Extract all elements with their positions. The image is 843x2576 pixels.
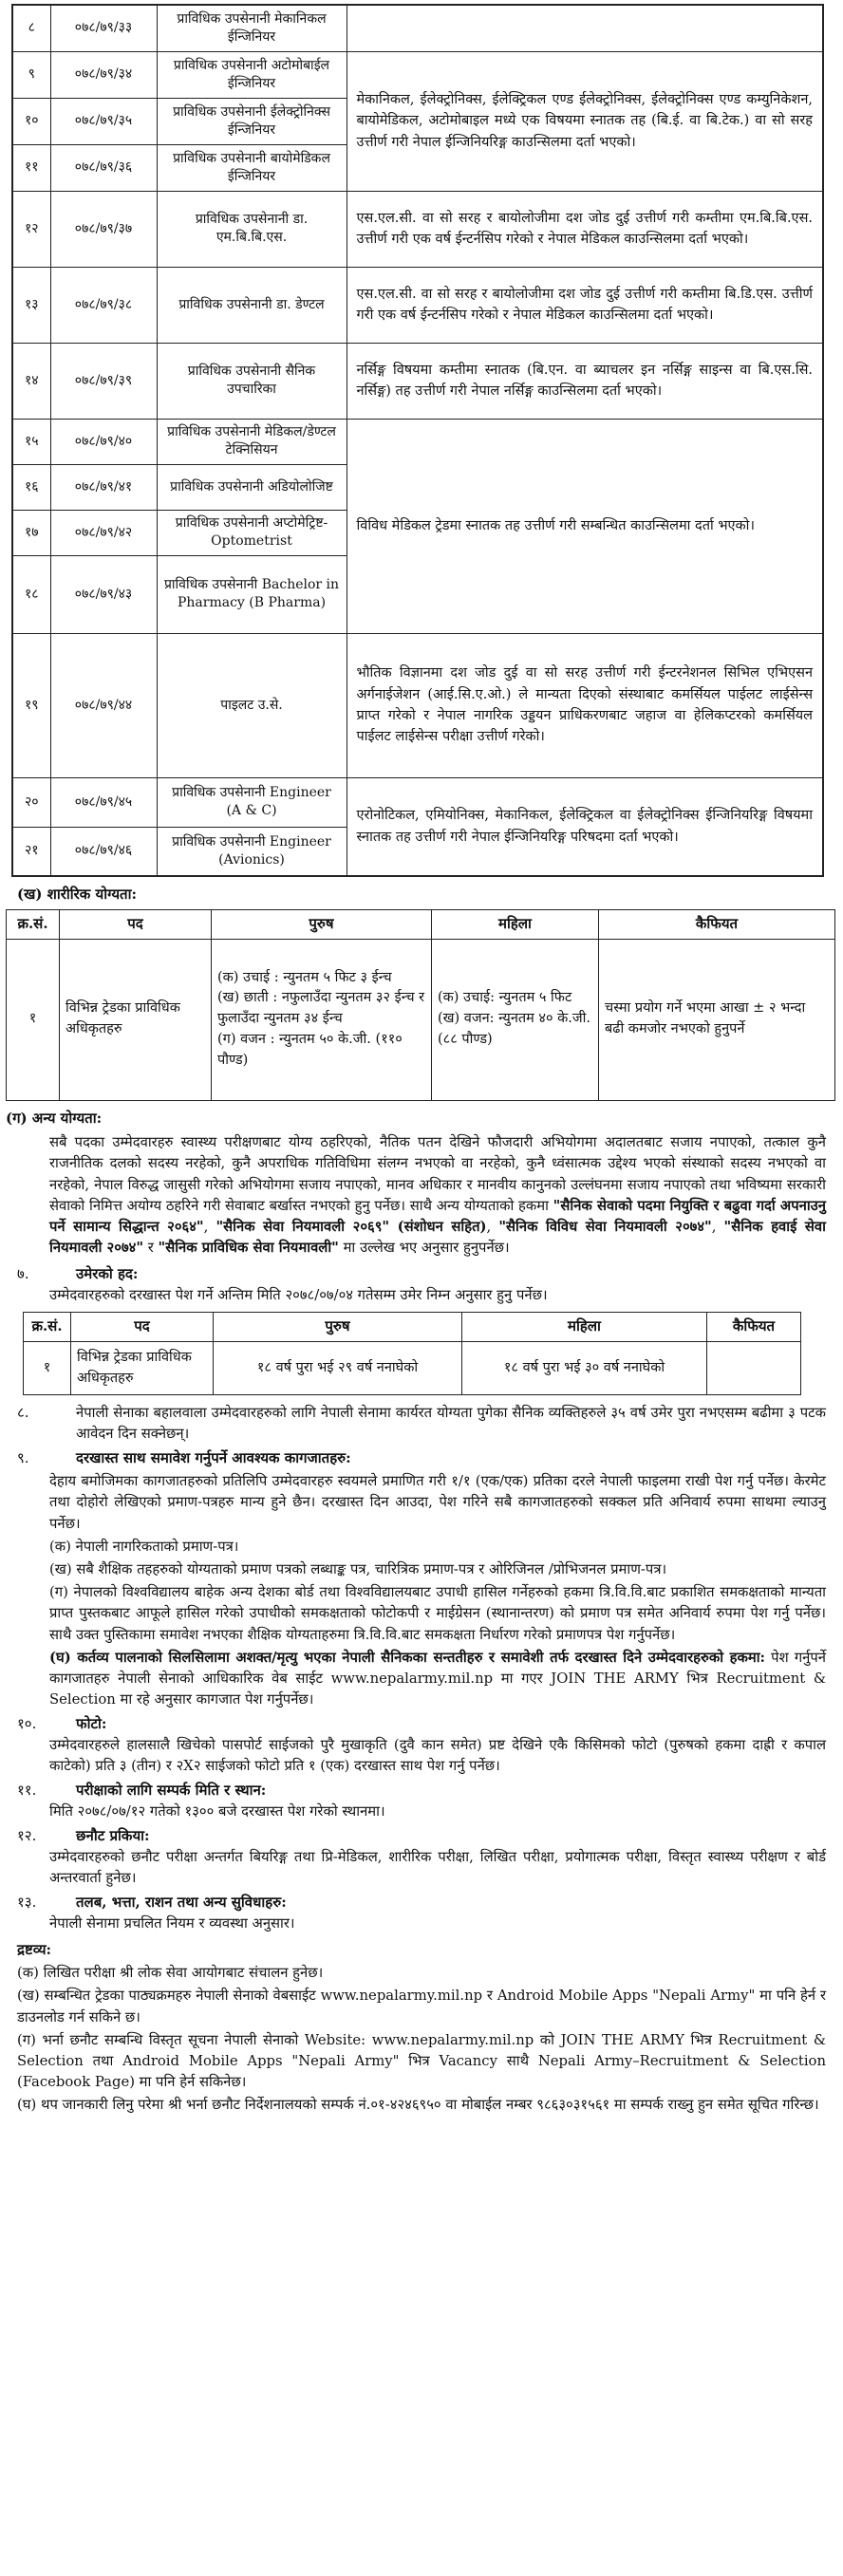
other-heading: (ग) अन्य योग्यता: bbox=[6, 1109, 103, 1127]
advertisement-code: ०७८/७९/४० bbox=[50, 419, 157, 464]
other-body bbox=[6, 1132, 837, 1259]
qualification-nursing: नर्सिङ्ग विषयमा कम्तीमा स्नातक (बि.एन. वा ब्याचलर इन नर्सिङ्ग साइन्स वा बि.एस.सि. नर्सिङ्ग) तह उत्तीर्ण गरी नेपाल नर्सिङ्ग काउन्सिलमा दर्ता भएको। bbox=[347, 343, 823, 419]
notes-heading: द्रष्टव्य: bbox=[17, 1941, 52, 1959]
advertisement-code: ०७८/७९/३३ bbox=[50, 5, 157, 51]
serial-number: १६ bbox=[12, 464, 50, 510]
section-number: १२. bbox=[17, 1827, 37, 1845]
section-heading: फोटो: bbox=[76, 1715, 107, 1733]
post-name: प्राविधिक उपसेनानी Bachelor in Pharmacy (B Pharma) bbox=[157, 555, 347, 633]
post-name: प्राविधिक उपसेनानी अटोमोबाईल ईन्जिनियर bbox=[157, 51, 347, 98]
remarks: चस्मा प्रयोग गर्ने भएमा आखा ± २ भन्दा बढी कमजोर नभएको हुनुपर्ने bbox=[599, 939, 835, 1100]
male-age: १८ वर्ष पुरा भई २९ वर्ष ननाघेको bbox=[214, 1342, 462, 1395]
serial-number: १० bbox=[12, 98, 50, 144]
section-heading: छनौट प्रकिया: bbox=[76, 1827, 150, 1845]
male-requirements bbox=[212, 939, 432, 1100]
table-row bbox=[12, 777, 823, 827]
serial-number: २० bbox=[12, 777, 50, 827]
separator: , bbox=[486, 1219, 499, 1235]
post-name: प्राविधिक उपसेनानी मेडिकल/डेण्टल टेक्निसियन bbox=[157, 419, 347, 464]
serial-number: १८ bbox=[12, 555, 50, 633]
serial-number: १४ bbox=[12, 343, 50, 419]
post-name: विभिन्न ट्रेडका प्राविधिक अधिकृतहरु bbox=[60, 939, 212, 1100]
column-header: कैफियत bbox=[707, 1313, 801, 1342]
advertisement-code: ०७८/७९/३६ bbox=[50, 144, 157, 191]
section-number: ७. bbox=[17, 1265, 29, 1283]
other-tail: मा उल्लेख भए अनुसार हुनुपर्नेछ। bbox=[338, 1240, 510, 1257]
note-item: (घ) थप जानकारी लिनु परेमा श्री भर्ना छनौट निर्देशनालयको सम्पर्क नं.०१-४२४६९५० वा मोबाईल नम्बर ९८६३०३१५६१ मा सम्पर्क राख्नु हुन समेत सूचित गरिन्छ। bbox=[17, 2097, 819, 2114]
document-item-body: पेश गर्नुपर्ने कागजातहरु नेपाली सेनाको आधिकारिक वेब साईट www.nepalarmy.mil.np मा गएर JOIN THE ARMY भित्र Recruitment & Selection मा रहे अनुसार कागजात पेश गर्नुपर्नेछ। bbox=[49, 1649, 826, 1708]
section-8 bbox=[6, 1403, 837, 1445]
qualification-aero: एरोनोटिकल, एमियोनिक्स, मेकानिकल, ईलेक्ट्रिकल वा ईलेक्ट्रोनिक्स ईन्जिनियरिङ्ग विषयमा स्नातक तह उत्तीर्ण गरी नेपाल ईन्जिनियरिङ्ग परिषदमा दर्ता भएको। bbox=[347, 777, 823, 876]
advertisement-code: ०७८/७९/४४ bbox=[50, 633, 157, 777]
post-name: पाइलट उ.से. bbox=[157, 633, 347, 777]
serial-number: १ bbox=[24, 1342, 71, 1395]
serial-number: ८ bbox=[12, 5, 50, 51]
section-body: नेपाली सेनामा प्रचलित नियम र व्यवस्था अनुसार। bbox=[49, 1915, 295, 1932]
section-heading: उमेरको हद: bbox=[76, 1265, 139, 1283]
post-name: प्राविधिक उपसेनानी अडियोलोजिष्ट bbox=[157, 464, 347, 510]
qualification-mbbs: एस.एल.सी. वा सो सरह र बायोलोजीमा दश जोड दुई उत्तीर्ण गरी कम्तीमा एम.बि.बि.एस. उत्तीर्ण गरी एक वर्ष ईन्टर्नसिप गरेको र नेपाल मेडिकल काउन्सिलमा दर्ता भएको। bbox=[347, 191, 823, 267]
column-header: महिला bbox=[462, 1313, 707, 1342]
qualification-dental: एस.एल.सी. वा सो सरह र बायोलोजीमा दश जोड दुई उत्तीर्ण गरी कम्तीमा बि.डि.एस. उत्तीर्ण गरी एक वर्ष ईन्टर्नसिप गरेको र नेपाल मेडिकल काउन्सिलमा दर्ता भएको। bbox=[347, 267, 823, 343]
section-number: ८. bbox=[17, 1404, 29, 1422]
advertisement-code: ०७८/७९/४६ bbox=[50, 827, 157, 876]
note-item: (ग) भर्ना छनौट सम्बन्धि विस्तृत सूचना नेपाली सेनाको Website: www.nepalarmy.mil.np को JOIN THE ARMY भित्र Recruitment & Selection तथा Android Mobile Apps "Nepali Army" भित्र Vacancy साथै Nepali Army–Recruitment & Selection (Facebook Page) मा पनि हेर्न सकिनेछ। bbox=[17, 2031, 826, 2091]
post-name: प्राविधिक उपसेनानी अप्टोमेट्रिष्ट- Optometrist bbox=[157, 510, 347, 555]
post-name: प्राविधिक उपसेनानी बायोमेडिकल ईन्जिनियर bbox=[157, 144, 347, 191]
advertisement-code: ०७८/७९/४२ bbox=[50, 510, 157, 555]
qualification-blank bbox=[347, 5, 823, 51]
serial-number: १ bbox=[7, 939, 60, 1100]
notes-body bbox=[6, 1963, 837, 2116]
table-row bbox=[12, 343, 823, 419]
serial-number: ११ bbox=[12, 144, 50, 191]
document-item: (क) नेपाली नागरिकताको प्रमाण-पत्र। bbox=[49, 1538, 239, 1555]
column-header: पुरुष bbox=[212, 909, 432, 939]
section-heading: तलब, भत्ता, राशन तथा अन्य सुविधाहरु: bbox=[76, 1894, 287, 1912]
female-requirements bbox=[432, 939, 599, 1100]
documents-intro: देहाय बमोजिमका कागजातहरुको प्रतिलिपि उम्मेदवारहरु स्वयमले प्रमाणित गरी १/१ (एक/एक) प्रतिका दरले नेपाली फाइलमा राखी पेश गर्नु पर्नेछ। केरमेट तथा दोहोरो लेखिएको प्रमाण-पत्रहरु मान्य हुने छैन। दरखास्त दिन आउदा, पेश गरिने सबै कागजातहरुको सक्कल प्रति अनिवार्य रुपमा साथमा ल्याउनु पर्नेछ। bbox=[49, 1473, 826, 1532]
post-name: प्राविधिक उपसेनानी सैनिक उपचारिका bbox=[157, 343, 347, 419]
advertisement-code: ०७८/७९/४३ bbox=[50, 555, 157, 633]
separator: , bbox=[203, 1219, 216, 1235]
rule-reference: "सैनिक प्राविधिक सेवा नियमावली" bbox=[158, 1240, 339, 1257]
section-number: १३. bbox=[17, 1894, 37, 1912]
column-header: पुरुष bbox=[214, 1313, 462, 1342]
section-number: १०. bbox=[17, 1715, 37, 1733]
male-height: (क) उचाई : न्युनतम ५ फिट ३ ईन्च bbox=[217, 969, 392, 985]
column-header: महिला bbox=[432, 909, 599, 939]
physical-table bbox=[6, 909, 835, 1101]
advertisement-code: ०७८/७९/३४ bbox=[50, 51, 157, 98]
post-name: प्राविधिक उपसेनानी डा. एम.बि.बि.एस. bbox=[157, 191, 347, 267]
advertisement-code: ०७८/७९/३७ bbox=[50, 191, 157, 267]
qualification-medical: विविध मेडिकल ट्रेडमा स्नातक तह उत्तीर्ण गरी सम्बन्धित काउन्सिलमा दर्ता भएको। bbox=[347, 419, 823, 633]
section-body: उम्मेदवारहरुले हालसालै खिचेको पासपोर्ट साईजको पुरै मुखाकृति (दुवै कान समेत) प्रष्ट देखिने एकै किसिमको फोटो (पुरुषको हकमा दाह्री र कपाल काटेको) प्रति ३ (तीन) र २X२ साईजको फोटो प्रति १ (एक) दरखास्त साथ पेश गर्नु पर्नेछ। bbox=[49, 1737, 826, 1775]
separator: , bbox=[711, 1219, 724, 1235]
post-name: प्राविधिक उपसेनानी ईलेक्ट्रोनिक्स ईन्जिनियर bbox=[157, 98, 347, 144]
table-row bbox=[12, 267, 823, 343]
section-9-body bbox=[6, 1471, 837, 1710]
note-item: (क) लिखित परीक्षा श्री लोक सेवा आयोगबाट संचालन हुनेछ। bbox=[17, 1965, 324, 1982]
rule-reference: "सैनिक विविध सेवा नियमावली २०७४" bbox=[498, 1219, 712, 1235]
age-body: उम्मेदवारहरुको दरखास्त पेश गर्ने अन्तिम मिति २०७८/०७/०४ गतेसम्म उमेर निम्न अनुसार हुनु पर्नेछ। bbox=[49, 1287, 548, 1304]
table-row bbox=[12, 51, 823, 98]
male-weight: (ग) वजन : न्युनतम ५० के.जी. (११० पौण्ड) bbox=[217, 1031, 403, 1068]
serial-number: २१ bbox=[12, 827, 50, 876]
advertisement-code: ०७८/७९/४१ bbox=[50, 464, 157, 510]
female-height: (क) उचाई: न्युनतम ५ फिट bbox=[438, 990, 572, 1006]
age-table bbox=[23, 1312, 801, 1395]
female-weight: (ख) वजन: न्युनतम ४० के.जी. (८८ पौण्ड) bbox=[438, 1011, 590, 1047]
document-item-heading: (घ) कर्तव्य पालनाको सिलसिलामा अशक्त/मृत्यु भएका नेपाली सैनिकका सन्ततीहरु र समावेशी तर्फ दरखास्त दिने उम्मेदवारहरुको हकमा: bbox=[49, 1649, 766, 1666]
section-heading: परीक्षाको लागि सम्पर्क मिति र स्थान: bbox=[76, 1782, 267, 1800]
rule-reference: "सैनिक हवाई सेवा नियमावली २०७४" bbox=[49, 1219, 826, 1257]
section-12 bbox=[6, 1826, 837, 1847]
column-header: पद bbox=[71, 1313, 214, 1342]
remarks bbox=[707, 1342, 801, 1395]
table-row bbox=[12, 633, 823, 777]
qualification-pilot: भौतिक विज्ञानमा दश जोड दुई वा सो सरह उत्तीर्ण गरी ईन्टरनेशनल सिभिल एभिएसन अर्गनाईजेशन (आई.सि.ए.ओ.) ले मान्यता दिएको संस्थाबाट कमर्सियल पाईलट लाईसेन्स प्राप्त गरेको र नेपाल नागरिक उड्डयन प्राधिकरणबाट जहाज वा हेलिकप्टरको कमर्सियल पाईलट लाईसेन्स परीक्षा उत्तीर्ण गरेको। bbox=[347, 633, 823, 777]
column-header: क्र.सं. bbox=[24, 1313, 71, 1342]
post-name: विभिन्न ट्रेडका प्राविधिक अधिकृतहरु bbox=[71, 1342, 214, 1395]
section-9 bbox=[6, 1448, 837, 1469]
post-name: प्राविधिक उपसेनानी मेकानिकल ईन्जिनियर bbox=[157, 5, 347, 51]
physical-heading: (ख) शारीरिक योग्यता: bbox=[17, 886, 138, 903]
section-body: मिति २०७८/०७/१२ गतेको १३०० बजे दरखास्त पेश गरेको स्थानमा। bbox=[49, 1803, 385, 1820]
rule-reference: "सैनिक सेवाको पदमा नियुक्ति र बढुवा गर्दा अपनाउनु पर्ने सामान्य सिद्धान्त २०६४" bbox=[49, 1197, 826, 1235]
section-body: उम्मेदवारहरुको छनौट परीक्षा अन्तर्गत बियरिङ्ग तथा प्रि-मेडिकल, शारीरिक परीक्षा, लिखित परीक्षा, प्रयोगात्मक परीक्षा, विस्तृत स्वास्थ्य परीक्षण र बोर्ड अन्तरवार्ता हुनेछ। bbox=[49, 1849, 826, 1887]
serial-number: १२ bbox=[12, 191, 50, 267]
section-number: ११. bbox=[17, 1782, 37, 1800]
table-row bbox=[12, 191, 823, 267]
serial-number: ९ bbox=[12, 51, 50, 98]
table-header-row bbox=[24, 1313, 801, 1342]
positions-table bbox=[11, 4, 824, 877]
column-header: क्र.सं. bbox=[7, 909, 60, 939]
table-row bbox=[7, 939, 835, 1100]
note-item: (ख) सम्बन्धित ट्रेडका पाठ्यक्रमहरु नेपाली सेनाको वेबसाईट www.nepalarmy.mil.np र Android Mobile Apps "Nepali Army" मा पनि हेर्न र डाउनलोड गर्न सकिने छ। bbox=[17, 1988, 826, 2025]
document-item bbox=[49, 1648, 826, 1711]
rule-reference: "सैनिक सेवा नियमावली २०६९" (संशोधन सहित) bbox=[215, 1219, 487, 1235]
table-row bbox=[24, 1342, 801, 1395]
column-header: कैफियत bbox=[599, 909, 835, 939]
advertisement-code: ०७८/७९/३८ bbox=[50, 267, 157, 343]
separator: र bbox=[143, 1240, 159, 1257]
age-section bbox=[6, 1264, 837, 1285]
table-row bbox=[12, 419, 823, 464]
advertisement-code: ०७८/७९/३९ bbox=[50, 343, 157, 419]
document-item: (ख) सबै शैक्षिक तहहरुको योग्यताको प्रमाण पत्रको लब्धाङ्क पत्र, चारित्रिक प्रमाण-पत्र र ओरिजिनल /प्रोभिजनल प्रमाण-पत्र। bbox=[49, 1560, 667, 1577]
table-row bbox=[12, 5, 823, 51]
advertisement-code: ०७८/७९/३५ bbox=[50, 98, 157, 144]
section-heading: दरखास्त साथ समावेश गर्नुपर्ने आवश्यक कागजातहरु: bbox=[76, 1449, 351, 1467]
serial-number: १५ bbox=[12, 419, 50, 464]
advertisement-code: ०७८/७९/४५ bbox=[50, 777, 157, 827]
document-item: (ग) नेपालको विश्वविद्यालय बाहेक अन्य देशका बोर्ड तथा विश्वविद्यालयबाट उपाधी हासिल गर्नेहरुको हकमा त्रि.वि.वि.बाट प्रकाशित समकक्षताको मान्यता प्राप्त पुस्तकबाट आफूले हासिल गरेको उपाधीको समकक्षताको फोटोकपी र माईग्रेसन (स्थानान्तरण) को प्रमाण पत्र समेत अनिवार्य रुपमा पेश गर्नु पर्नेछ। साथै उक्त पुस्तिकामा समावेश नभएका शैक्षिक योग्यताहरुमा त्रि.वि.वि.बाट समकक्षता निर्धारण गरेको प्रमाणपत्र पेश गर्नुपर्नेछ। bbox=[49, 1584, 826, 1643]
female-age: १८ वर्ष पुरा भई ३० वर्ष ननाघेको bbox=[462, 1342, 707, 1395]
male-chest: (ख) छाती : नफुलाउँदा न्युनतम ३२ ईन्च र फुलाउँदा न्युनतम ३४ ईन्च bbox=[217, 990, 425, 1027]
section-13 bbox=[6, 1893, 837, 1913]
column-header: पद bbox=[60, 909, 212, 939]
other-text: सबै पदका उम्मेदवारहरु स्वास्थ्य परीक्षणबाट योग्य ठहरिएको, नैतिक पतन देखिने फौजदारी अभियोगमा अदालतबाट सजाय नपाएको, तत्काल कुनै राजनीतिक दलको सदस्य नरहेको, कुनै अपराधिक गतिविधिमा संलग्न नभएको वा नरहेको, कुनै ध्वंसात्मक उद्देश्य भएको संस्थाको सदस्य नभएको वा नरहेको, नेपाल विरुद्ध जासुसी गरेको अभियोगमा सजाय नपाएको, मानव अधिकार र मानवीय कानुनको उल्लंघनमा सजाय नपाएको तथा भविष्यमा सरकारी सेवाको निमित्त अयोग्य ठहरिने गरी सेवाबाट बर्खास्त नभएको हुनु पर्नेछ। साथै अन्य योग्यताको हकमा bbox=[49, 1134, 826, 1214]
qualification-engineering: मेकानिकल, ईलेक्ट्रोनिक्स, ईलेक्ट्रिकल एण्ड ईलेक्ट्रोनिक्स, ईलेक्ट्रोनिक्स एण्ड कम्युनिकेशन, बायोमेडिकल, अटोमोबाइल मध्ये एक विषयमा स्नातक तह (बि.ई. वा बि.टेक.) वा सो सरह उत्तीर्ण गरी नेपाल ईन्जिनियरिङ्ग काउन्सिलमा दर्ता भएको। bbox=[347, 51, 823, 191]
post-name: प्राविधिक उपसेनानी Engineer (Avionics) bbox=[157, 827, 347, 876]
serial-number: १३ bbox=[12, 267, 50, 343]
section-10 bbox=[6, 1714, 837, 1735]
section-11 bbox=[6, 1781, 837, 1801]
serial-number: १७ bbox=[12, 510, 50, 555]
section-number: ९. bbox=[17, 1449, 29, 1467]
section-body: नेपाली सेनाका बहालवाला उम्मेदवारहरुको लागि नेपाली सेनामा कार्यरत योग्यता पुगेका सैनिक व्यक्तिहरुले ३५ वर्ष उमेर पुरा नभएसम्म बढीमा ३ पटक आवेदन दिन सक्नेछन्। bbox=[76, 1405, 826, 1443]
table-header-row bbox=[7, 909, 835, 939]
post-name: प्राविधिक उपसेनानी डा. डेण्टल bbox=[157, 267, 347, 343]
post-name: प्राविधिक उपसेनानी Engineer (A & C) bbox=[157, 777, 347, 827]
serial-number: १९ bbox=[12, 633, 50, 777]
